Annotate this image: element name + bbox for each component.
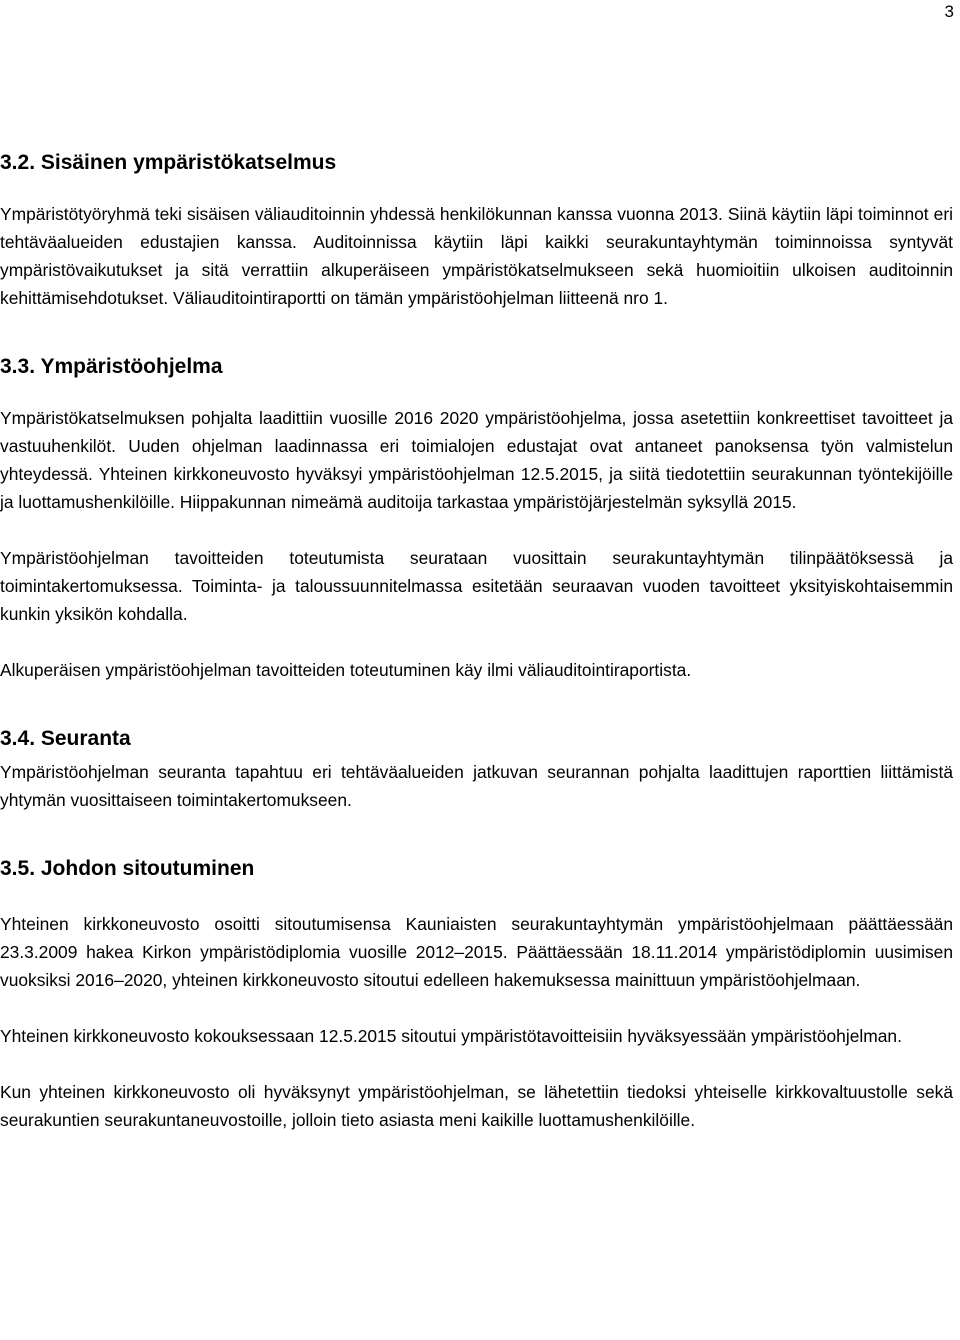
section-3-5 — [0, 854, 953, 1134]
section-heading: 3.4. Seuranta — [0, 727, 131, 750]
section-heading: 3.2. Sisäinen ympäristökatselmus — [0, 151, 337, 174]
paragraph: Ympäristötyöryhmä teki sisäisen väliauditoinnin yhdessä henkilökunnan kanssa vuonna 2013. Siinä käytiin läpi toiminnot eri tehtäväalueiden edustajien kanssa. Auditoinnissa käytiin läpi kaikki seurakuntayhtymän toiminnoissa syntyvät ympäristövaikutukset ja sitä verrattiin alkuperäiseen ympäristökatselmukseen sekä huomioitiin ulkoisen auditoinnin kehittämisehdotukset. Väliauditointiraportti on tämän ympäristöohjelman liitteenä nro 1. — [0, 204, 953, 308]
section-3-3 — [0, 352, 953, 684]
paragraph: Ympäristöohjelman seuranta tapahtuu eri tehtäväalueiden jatkuvan seurannan pohjalta laadittujen raporttien liittämistä yhtymän vuosittaiseen toimintakertomukseen. — [0, 762, 953, 810]
paragraph: Ympäristökatselmuksen pohjalta laadittiin vuosille 2016 2020 ympäristöohjelma, jossa asetettiin konkreettiset tavoitteet ja vastuuhenkilöt. Uuden ohjelman laadinnassa eri toimialojen edustajat ovat antaneet panoksensa työn valmistelun yhteydessä. Yhteinen kirkkoneuvosto hyväksyi ympäristöohjelman 12.5.2015, ja siitä tiedotettiin seurakunnan työntekijöille ja luottamushenkilöille. Hiippakunnan nimeämä auditoija tarkastaa ympäristöjärjestelmän syksyllä 2015. — [0, 408, 953, 512]
document-body — [0, 148, 953, 1134]
paragraph: Ympäristöohjelman tavoitteiden toteutumista seurataan vuosittain seurakuntayhtymän tilinpäätöksessä ja toimintakertomuksessa. Toiminta- ja taloussuunnitelmassa esitetään seuraavan vuoden tavoitteet yksityiskohtaisemmin kunkin yksikön kohdalla. — [0, 548, 953, 624]
section-3-2 — [0, 148, 953, 312]
paragraph: Yhteinen kirkkoneuvosto kokouksessaan 12.5.2015 sitoutui ympäristötavoitteisiin hyväksyessään ympäristöohjelman. — [0, 1026, 902, 1046]
section-heading: 3.5. Johdon sitoutuminen — [0, 857, 255, 880]
paragraph: Alkuperäisen ympäristöohjelman tavoitteiden toteutuminen käy ilmi väliauditointiraportista. — [0, 660, 692, 680]
paragraph: Yhteinen kirkkoneuvosto osoitti sitoutumisensa Kauniaisten seurakuntayhtymän ympäristöohjelmaan päättäessään 23.3.2009 hakea Kirkon ympäristödiplomia vuosille 2012–2015. Päättäessään 18.11.2014 ympäristödiplomin uusimisen vuoksiksi 2016–2020, yhteinen kirkkoneuvosto sitoutui edelleen hakemuksessa mainittuun ympäristöohjelmaan. — [0, 914, 953, 990]
section-3-4 — [0, 724, 953, 814]
paragraph: Kun yhteinen kirkkoneuvosto oli hyväksynyt ympäristöohjelman, se lähetettiin tiedoksi yhteiselle kirkkovaltuustolle sekä seurakuntien seurakuntaneuvostoille, jolloin tieto asiasta meni kaikille luottamushenkilöille. — [0, 1082, 953, 1130]
section-heading: 3.3. Ympäristöohjelma — [0, 355, 223, 378]
page-number: 3 — [944, 2, 954, 21]
